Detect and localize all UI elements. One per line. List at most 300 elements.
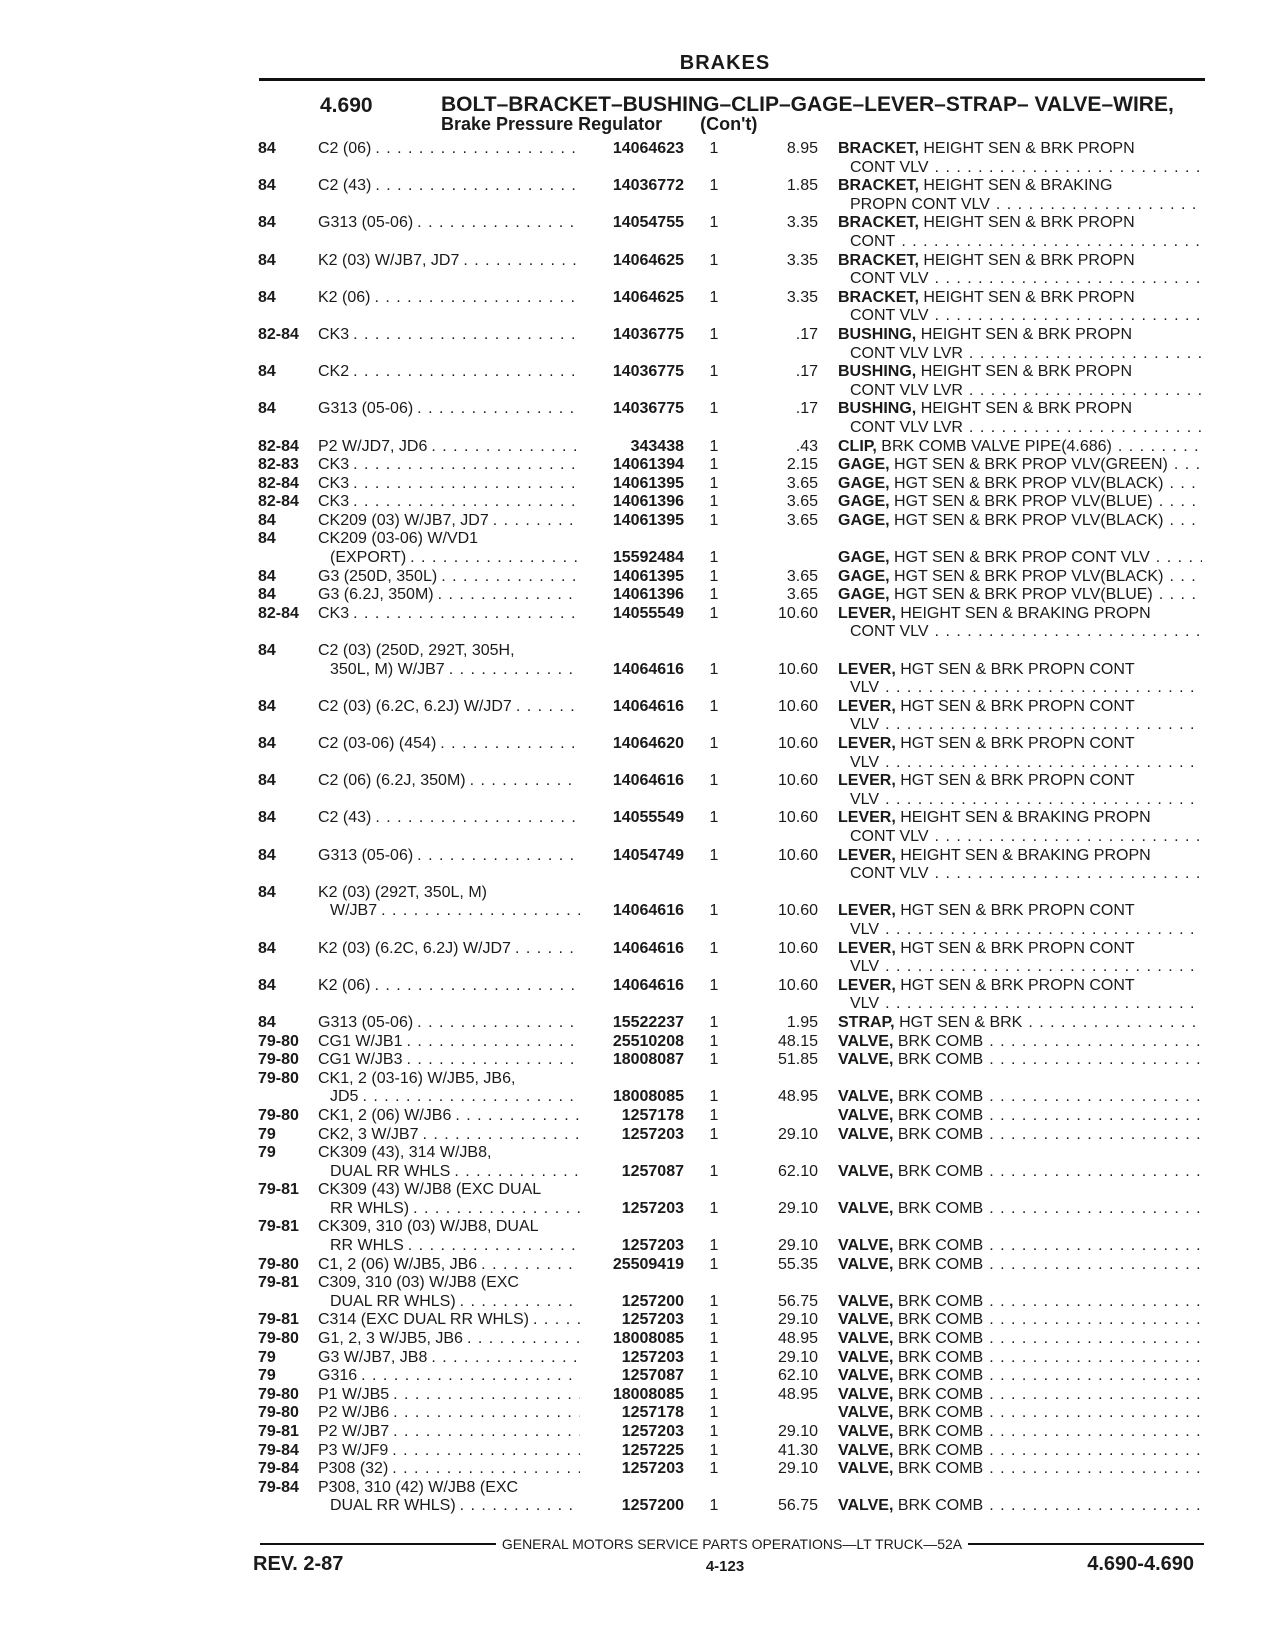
dot-leader [989,1200,1202,1219]
description-text: VLV [850,958,880,976]
table-row [0,847,1280,884]
quantity: 1 [709,660,719,678]
year-range: 84 [258,251,276,269]
part-number: 1257203 [621,1199,684,1217]
description-text: HGT SEN & BRK PROPN CONT [900,697,1135,715]
description-text: HGT SEN & BRK PROPN CONT [900,735,1135,753]
dot-leader [374,289,580,308]
dot-leader [417,1014,580,1033]
description-text: HEIGHT SEN & BRK PROPN [920,400,1132,418]
footer-rule-left [260,1543,496,1545]
dot-leader [440,735,580,754]
description-text: BRK COMB [897,1348,984,1366]
price: .43 [795,437,818,455]
application-text: G3 (6.2J, 350M) [318,586,434,604]
table-row [0,530,1280,567]
description-line [838,196,1202,215]
description-line [838,623,1202,642]
application-line [318,1200,580,1219]
dot-leader [353,493,580,512]
dot-leader [406,1051,580,1070]
application-cell [318,698,580,717]
part-name: LEVER, [838,846,896,864]
price: 55.35 [777,1255,818,1273]
table-row [0,400,1280,437]
year-range: 79 [258,1125,276,1143]
part-name: VALVE, [838,1237,894,1255]
part-name: GAGE, [838,586,890,604]
description-text: HGT SEN & BRK PROP VLV(BLUE) [894,493,1153,511]
year-range: 79-81 [258,1218,299,1236]
description-cell [838,977,1202,1014]
application-line [318,1442,580,1461]
part-number: 25510208 [612,1032,684,1050]
dot-leader [996,196,1202,215]
description-text: CONT VLV LVR [850,344,963,362]
price: 2.15 [786,456,818,474]
part-name: VALVE, [838,1348,894,1366]
application-line [318,1497,580,1516]
table-row [0,642,1280,698]
application-text: K2 (03) (6.2C, 6.2J) W/JD7 [318,939,511,957]
application-cell [318,363,580,382]
year-range: 84 [258,400,276,418]
application-text: P308, 310 (42) W/JB8 (EXC [318,1478,519,1496]
application-cell [318,493,580,512]
application-text: CK1, 2 (03-16) W/JB5, JB6, [318,1069,516,1087]
year-range: 82-83 [258,456,299,474]
application-text: CK1, 2 (06) W/JB6 [318,1106,452,1124]
description-line [838,233,1202,252]
dot-leader [989,1126,1202,1145]
section-subtitle: Brake Pressure Regulator [441,114,663,134]
description-line [838,549,1202,568]
dot-leader [885,716,1202,735]
application-cell [318,1274,580,1311]
quantity: 1 [709,1162,719,1180]
dot-leader [901,233,1202,252]
table-row [0,735,1280,772]
dot-leader [989,1293,1202,1312]
quantity: 1 [709,604,719,622]
description-cell [838,1311,1202,1330]
application-text: CK209 (03) W/JB7, JD7 [318,511,489,529]
application-text: CK3 [318,325,350,343]
year-range: 84 [258,735,276,753]
table-row [0,1218,1280,1255]
table-row [0,438,1280,457]
part-number: 15592484 [612,549,684,567]
application-cell [318,177,580,196]
part-number: 18008087 [612,1051,684,1069]
description-text: BRK COMB [897,1199,984,1217]
part-name: LEVER, [838,772,896,790]
description-text: HGT SEN & BRK PROP CONT VLV [894,549,1150,567]
dot-leader [989,1497,1202,1516]
quantity: 1 [709,214,719,232]
dot-leader [935,270,1202,289]
description-line [838,326,1202,345]
application-cell [318,140,580,159]
price: 29.10 [777,1348,818,1366]
table-row [0,252,1280,289]
part-number: 1257203 [621,1237,684,1255]
description-text: HGT SEN & BRK [899,1013,1023,1031]
price: 10.60 [777,846,818,864]
part-number: 14054755 [612,214,684,232]
quantity: 1 [709,772,719,790]
year-range: 84 [258,697,276,715]
application-line [318,363,580,382]
description-line [838,568,1202,587]
table-row [0,493,1280,512]
dot-leader [353,605,580,624]
quantity: 1 [709,846,719,864]
part-name: GAGE, [838,493,890,511]
table-row [0,1144,1280,1181]
quantity: 1 [709,1125,719,1143]
part-name: GAGE, [838,474,890,492]
continued-label: (Con't) [700,114,758,134]
description-line [838,177,1202,196]
description-line [838,1311,1202,1330]
price: 48.95 [777,1385,818,1403]
application-line [318,1349,580,1368]
description-cell [838,698,1202,735]
part-number: 18008085 [612,1088,684,1106]
description-line [838,1126,1202,1145]
quantity: 1 [709,511,719,529]
dot-leader [989,1367,1202,1386]
price: 3.65 [786,586,818,604]
application-cell [318,568,580,587]
description-text: HEIGHT SEN & BRAKING PROPN [900,809,1151,827]
year-range: 84 [258,530,276,548]
revision-label: REV. 2-87 [253,1553,344,1575]
application-line [318,1126,580,1145]
application-cell [318,1144,580,1181]
quantity: 1 [709,400,719,418]
part-name: VALVE, [838,1423,894,1440]
application-cell [318,456,580,475]
dot-leader [885,995,1202,1014]
application-text: RR WHLS [330,1237,404,1255]
price: 62.10 [777,1162,818,1180]
description-cell [838,661,1202,698]
application-text: C2 (06) [318,140,372,157]
year-range: 84 [258,288,276,306]
price: 29.10 [777,1311,818,1329]
description-cell [838,512,1202,531]
dot-leader [1169,512,1202,531]
application-cell [318,1033,580,1052]
dot-leader [393,1404,580,1423]
quantity: 1 [709,1441,719,1459]
description-text: HGT SEN & BRK PROPN CONT [900,902,1135,920]
dot-leader [989,1033,1202,1052]
dot-leader [515,940,580,959]
description-cell [838,1423,1202,1442]
application-line [318,512,580,531]
description-cell [838,586,1202,605]
price: 48.15 [777,1032,818,1050]
application-cell [318,438,580,457]
quantity: 1 [709,1423,719,1440]
price: 10.60 [777,697,818,715]
year-range: 84 [258,846,276,864]
application-line [318,1293,580,1312]
dot-leader [989,1423,1202,1442]
part-name: VALVE, [838,1255,894,1273]
price: 3.35 [786,288,818,306]
price: 8.95 [786,140,818,157]
dot-leader [1159,493,1202,512]
application-line [318,252,580,271]
description-line [838,1442,1202,1461]
table-row [0,177,1280,214]
quantity: 1 [709,809,719,827]
description-text: HGT SEN & BRK PROPN CONT [900,976,1135,994]
quantity: 1 [709,1013,719,1031]
table-row [0,1311,1280,1330]
year-range: 84 [258,363,276,381]
application-cell [318,586,580,605]
description-cell [838,1460,1202,1479]
quantity: 1 [709,363,719,381]
dot-leader [935,307,1202,326]
part-number: 14064616 [612,660,684,678]
description-text: BRK COMB VALVE PIPE(4.686) [881,437,1112,455]
dot-leader [885,754,1202,773]
dot-leader [417,214,580,233]
application-text: DUAL RR WHLS [330,1162,451,1180]
description-cell [838,1107,1202,1126]
description-line [838,1256,1202,1275]
year-range: 79-84 [258,1441,299,1459]
application-line [318,809,580,828]
price: .17 [795,325,818,343]
quantity: 1 [709,493,719,511]
part-name: VALVE, [838,1497,894,1515]
part-name: VALVE, [838,1106,894,1124]
part-name: VALVE, [838,1125,894,1143]
part-number: 14064625 [612,288,684,306]
description-line [838,475,1202,494]
application-line [318,1311,580,1330]
description-text: CONT [850,232,896,250]
table-row [0,1181,1280,1218]
quantity: 1 [709,939,719,957]
table-row [0,1256,1280,1275]
part-number: 14036775 [612,363,684,381]
part-number: 18008085 [612,1385,684,1403]
dot-leader [989,1163,1202,1182]
application-text: (EXPORT) [330,549,407,567]
year-range: 84 [258,809,276,827]
part-name: STRAP, [838,1013,895,1031]
application-text: C2 (03) (6.2C, 6.2J) W/JD7 [318,697,512,715]
description-cell [838,289,1202,326]
quantity: 1 [709,140,719,157]
description-line [838,679,1202,698]
application-cell [318,512,580,531]
description-cell [838,809,1202,846]
description-line [838,716,1202,735]
part-name: LEVER, [838,660,896,678]
dot-leader [989,1107,1202,1126]
application-text: G3 W/JB7, JB8 [318,1348,428,1366]
description-line [838,791,1202,810]
description-line [838,1349,1202,1368]
application-cell [318,1311,580,1330]
application-text: W/JB7 [330,902,378,920]
description-text: VLV [850,716,880,734]
price: 29.10 [777,1237,818,1255]
part-number: 14064616 [612,902,684,920]
application-line [318,698,580,717]
header-rule [259,78,1205,81]
part-name: LEVER, [838,735,896,753]
part-number: 14061395 [612,474,684,492]
description-line [838,586,1202,605]
price: 3.35 [786,214,818,232]
part-name: GAGE, [838,511,890,529]
dot-leader [989,1404,1202,1423]
table-row [0,1107,1280,1126]
table-row [0,568,1280,587]
quantity: 1 [709,325,719,343]
dot-leader [885,679,1202,698]
part-number: 14061395 [612,567,684,585]
part-number: 15522237 [612,1013,684,1031]
part-name: VALVE, [838,1311,894,1329]
part-name: VALVE, [838,1460,894,1478]
part-name: GAGE, [838,567,890,585]
dot-leader [969,382,1202,401]
quantity: 1 [709,1311,719,1329]
application-text: C2 (03) (250D, 292T, 305H, [318,642,515,660]
quantity: 1 [709,1199,719,1217]
quantity: 1 [709,251,719,269]
description-line [838,661,1202,680]
dot-leader [481,1256,580,1275]
dot-leader [406,1033,580,1052]
description-text: CONT VLV LVR [850,381,963,399]
part-name: LEVER, [838,902,896,920]
dot-leader [463,252,580,271]
description-line [838,772,1202,791]
description-line [838,1033,1202,1052]
part-number: 14064623 [612,140,684,157]
year-range: 84 [258,140,276,157]
application-text: C1, 2 (06) W/JB5, JB6 [318,1255,478,1273]
description-line [838,252,1202,271]
application-cell [318,1051,580,1070]
year-range: 79-81 [258,1181,299,1199]
application-text: G313 (05-06) [318,846,414,864]
application-line [318,456,580,475]
dot-leader [989,1051,1202,1070]
year-range: 79-80 [258,1255,299,1273]
price: 10.60 [777,735,818,753]
part-number: 1257203 [621,1348,684,1366]
application-line [318,884,580,903]
table-row [0,1014,1280,1033]
application-cell [318,642,580,679]
dot-leader [989,1256,1202,1275]
application-text: C309, 310 (03) W/JB8 (EXC [318,1274,519,1292]
application-line [318,326,580,345]
dot-leader [375,177,580,196]
year-range: 84 [258,586,276,604]
year-range: 82-84 [258,325,299,343]
part-number: 343438 [630,437,684,455]
application-cell [318,1442,580,1461]
price: 1.95 [786,1013,818,1031]
application-line [318,902,580,921]
year-range: 79-80 [258,1330,299,1348]
dot-leader [1028,1014,1202,1033]
dot-leader [969,419,1202,438]
application-line [318,1014,580,1033]
description-cell [838,735,1202,772]
part-name: LEVER, [838,604,896,622]
application-text: JD5 [330,1088,359,1106]
description-cell [838,568,1202,587]
application-cell [318,1107,580,1126]
application-text: P308 (32) [318,1460,389,1478]
table-row [0,977,1280,1014]
description-cell [838,177,1202,214]
price: 51.85 [777,1051,818,1069]
description-text: HGT SEN & BRK PROP VLV(BLUE) [894,586,1153,604]
application-text: CK2 [318,363,350,381]
dot-leader [969,345,1202,364]
footer-publisher: GENERAL MOTORS SERVICE PARTS OPERATIONS—LT TRUCK—52A [501,1536,963,1552]
description-cell [838,1386,1202,1405]
description-line [838,159,1202,178]
part-number: 14064616 [612,697,684,715]
description-text: BRK COMB [897,1423,984,1440]
part-name: GAGE, [838,456,890,474]
description-line [838,1423,1202,1442]
application-line [318,1088,580,1107]
description-cell [838,493,1202,512]
application-line [318,605,580,624]
quantity: 1 [709,474,719,492]
dot-leader [989,1088,1202,1107]
description-text: BRK COMB [897,1292,984,1310]
application-line [318,1237,580,1256]
description-text: VLV [850,920,880,938]
part-name: BRACKET, [838,214,919,232]
dot-leader [1174,456,1202,475]
part-name: VALVE, [838,1292,894,1310]
dot-leader [441,568,580,587]
description-text: HEIGHT SEN & BRAKING PROPN [900,604,1151,622]
dot-leader [989,1442,1202,1461]
description-line [838,363,1202,382]
part-name: VALVE, [838,1051,894,1069]
application-line [318,530,580,549]
description-text: BRK COMB [897,1404,984,1422]
price: 48.95 [777,1088,818,1106]
application-text: G313 (05-06) [318,214,414,232]
part-number: 14061396 [612,586,684,604]
application-text: CK309 (43) W/JB8 (EXC DUAL [318,1181,542,1199]
description-cell [838,438,1202,457]
year-range: 79 [258,1348,276,1366]
